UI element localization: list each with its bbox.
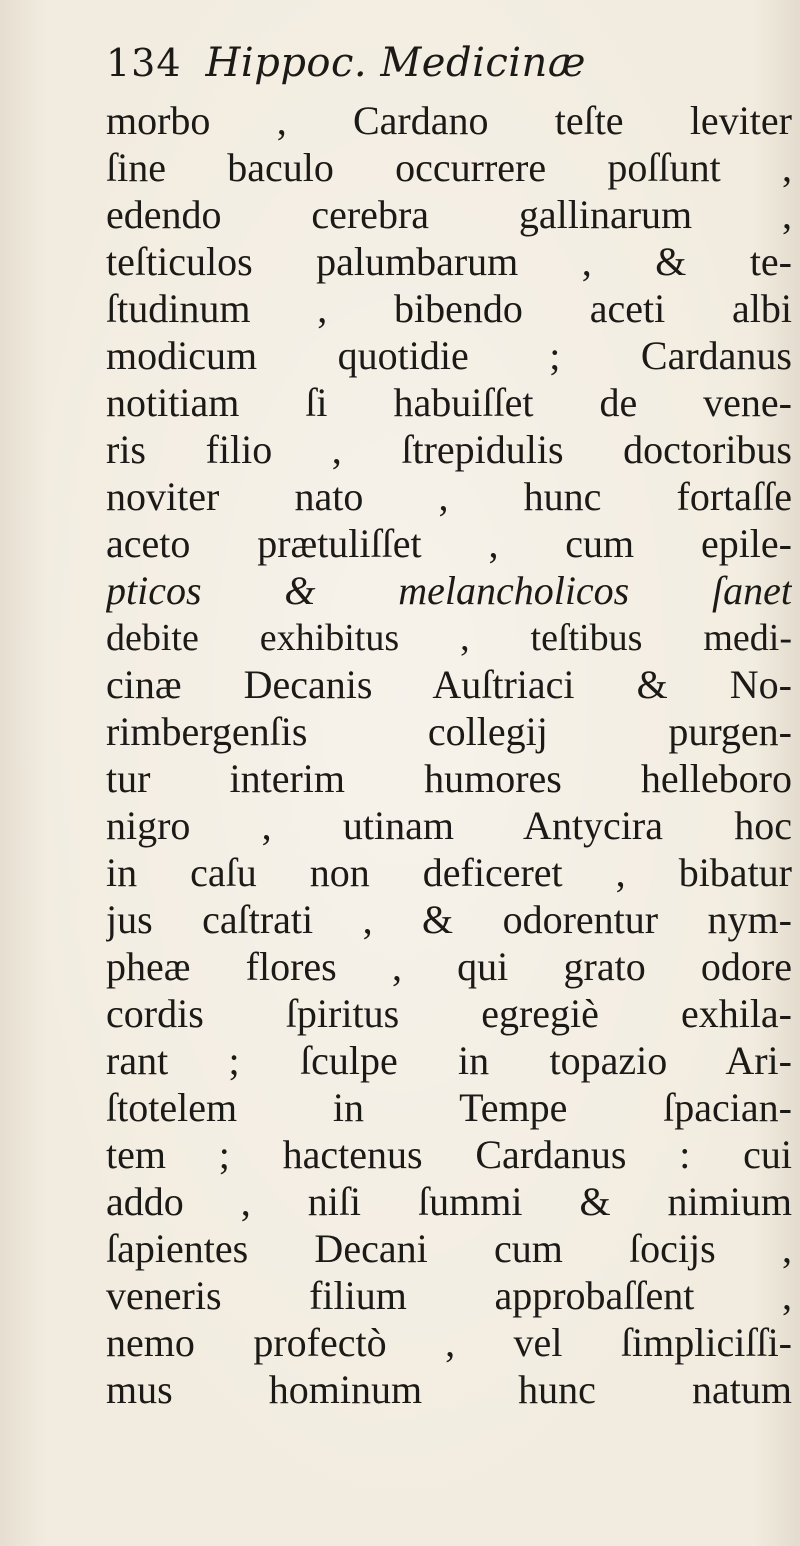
text-line: morbo , Cardano teſte leviter — [106, 98, 792, 143]
text-line: cordis ſpiritus egregiè exhila- — [106, 991, 792, 1036]
text-line: nigro , utinam Antycira hoc — [106, 803, 792, 848]
text-line: ſtotelem in Tempe ſpacian- — [106, 1085, 792, 1130]
text-line: veneris filium approbaſſent , — [106, 1273, 792, 1318]
text-line: ſapientes Decani cum ſocijs , — [106, 1226, 792, 1271]
text-line: ris filio , ſtrepidulis doctoribus — [106, 427, 792, 472]
text-line: noviter nato , hunc fortaſſe — [106, 474, 792, 519]
page-header — [106, 40, 586, 98]
text-line: pheæ flores , qui grato odore — [106, 944, 792, 989]
text-line: pticos & melancholicos ſanet — [106, 568, 792, 613]
text-line: tem ; hactenus Cardanus : cui — [106, 1132, 792, 1177]
text-line: addo , niſi ſummi & nimium — [106, 1179, 792, 1224]
text-line: modicum quotidie ; Cardanus — [106, 333, 792, 378]
text-line: rant ; ſculpe in topazio Ari- — [106, 1038, 792, 1083]
page-number: 134 — [106, 41, 182, 85]
text-line: in caſu non deficeret , bibatur — [106, 850, 792, 895]
text-line: cinæ Decanis Auſtriaci & No- — [106, 662, 792, 707]
text-line: jus caſtrati , & odorentur nym- — [106, 897, 792, 942]
text-line: notitiam ſi habuiſſet de vene- — [106, 380, 792, 425]
text-line: mus hominum hunc natum — [106, 1367, 792, 1412]
text-line: edendo cerebra gallinarum , — [106, 192, 792, 237]
text-line: teſticulos palumbarum , & te- — [106, 239, 792, 284]
text-line: tur interim humores helleboro — [106, 756, 792, 801]
text-line: debite exhibitus , teſtibus medi- — [106, 617, 792, 659]
text-line: rimbergenſis collegij purgen- — [106, 709, 792, 754]
running-title: Hippoc. Medicinæ — [205, 40, 586, 86]
text-line: ſine baculo occurrere poſſunt , — [106, 145, 792, 190]
text-line: aceto prætuliſſet , cum epile- — [106, 521, 792, 566]
text-line: nemo profectò , vel ſimpliciſſi- — [106, 1320, 792, 1365]
text-line: ſtudinum , bibendo aceti albi — [106, 286, 792, 331]
